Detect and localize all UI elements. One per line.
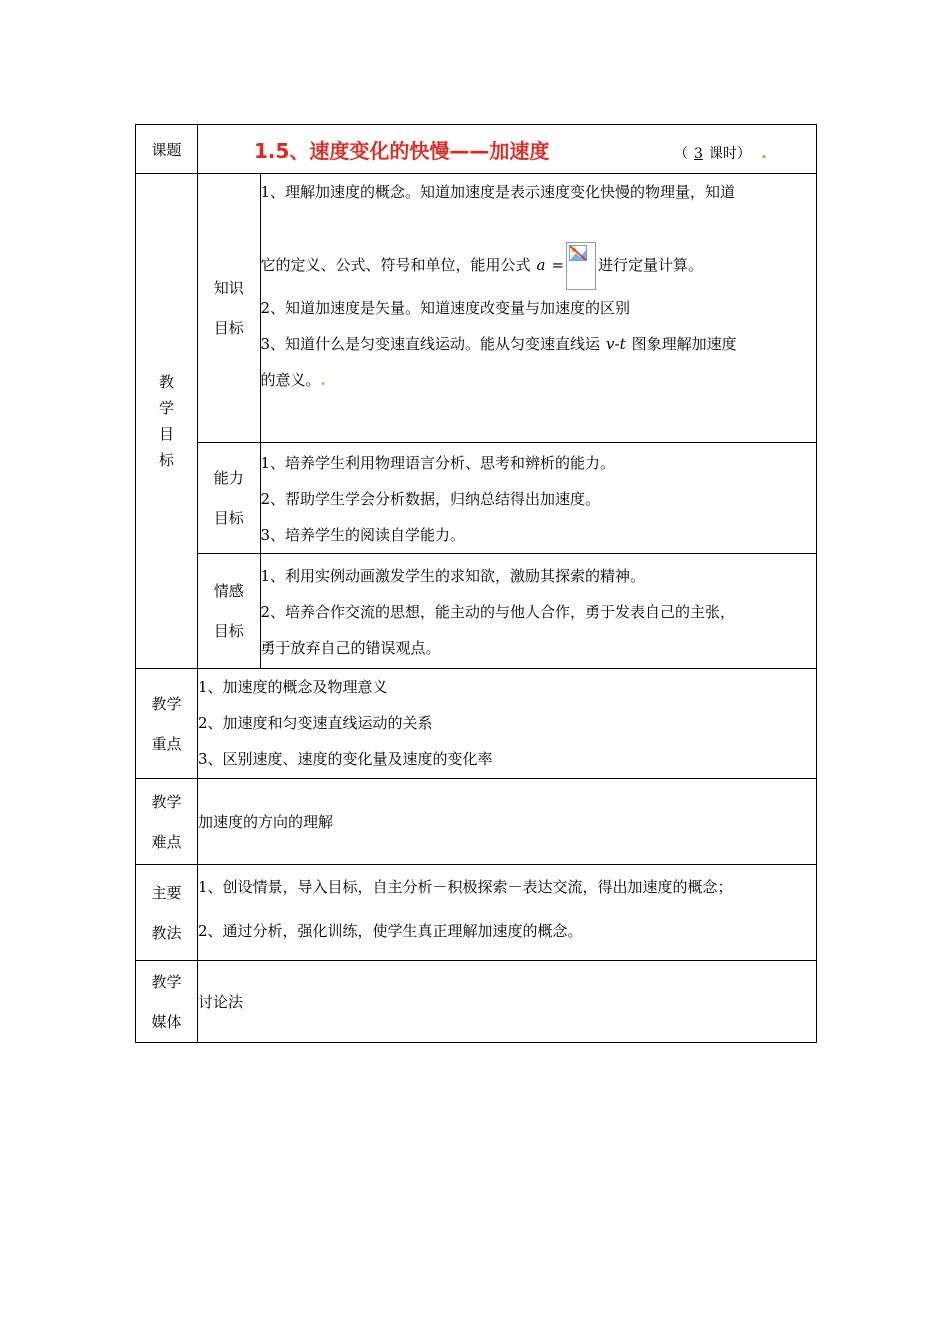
knowledge-line-2-text: 它的定义、公式、符号和单位，能用公式 xyxy=(260,256,531,274)
ability-label-line: 目标 xyxy=(213,508,244,527)
formula-variable: a xyxy=(536,256,546,274)
hours-open: （ xyxy=(674,146,688,162)
knowledge-content xyxy=(260,174,816,442)
knowledge-line-1: 1、理解加速度的概念。知道加速度是表示速度变化快慢的物理量，知道 xyxy=(260,183,736,201)
difficulties-content xyxy=(198,779,817,865)
emotion-content xyxy=(260,553,816,668)
knowledge-line-4-end: 图象理解加速度 xyxy=(631,335,737,353)
objectives-subtable-cell xyxy=(198,174,817,669)
knowledge-line-5 xyxy=(261,362,817,398)
knowledge-label-cell xyxy=(198,174,260,442)
marker-dot-icon: . xyxy=(760,142,768,163)
objectives-label-char: 教 xyxy=(158,373,174,391)
hours-number: 3 xyxy=(694,146,703,162)
ability-content xyxy=(260,442,816,553)
vt-graph-label: v-t xyxy=(606,335,626,353)
objectives-label-char: 标 xyxy=(158,451,174,469)
knowledge-row xyxy=(198,174,816,442)
ability-label-line: 能力 xyxy=(213,468,244,487)
title-cell xyxy=(198,125,817,174)
key-point-item: 3、区别速度、速度的变化量及速度的变化率 xyxy=(198,750,493,768)
key-points-label-line: 重点 xyxy=(151,734,182,753)
ability-item: 3、培养学生的阅读自学能力。 xyxy=(260,525,466,544)
hours-close: 课时） xyxy=(708,146,751,162)
knowledge-line-2 xyxy=(261,242,817,290)
difficulty-text: 加速度的方向的理解 xyxy=(198,812,334,831)
emotion-label-cell xyxy=(198,553,260,668)
difficulties-label-line: 难点 xyxy=(151,832,182,851)
key-points-row xyxy=(136,669,817,779)
media-label-line: 媒体 xyxy=(151,1012,182,1031)
emotion-row xyxy=(198,553,816,668)
methods-content xyxy=(198,865,817,961)
media-label xyxy=(151,962,181,1042)
objectives-label-cell xyxy=(136,174,198,669)
emotion-item: 2、培养合作交流的思想，能主动的与他人合作，勇于发表自己的主张， xyxy=(260,602,736,621)
methods-label-line: 主要 xyxy=(151,883,182,902)
lesson-plan-table xyxy=(135,124,817,1043)
difficulties-label xyxy=(151,782,181,862)
emotion-item: 1、利用实例动画激发学生的求知欲，激励其探索的精神。 xyxy=(260,566,646,585)
media-label-line: 教学 xyxy=(151,972,182,991)
method-item: 1、创设情景，导入目标，自主分析－积极探索－表达交流，得出加速度的概念； xyxy=(198,878,733,896)
class-hours xyxy=(674,142,767,163)
knowledge-label-line: 知识 xyxy=(213,278,244,297)
key-points-label xyxy=(151,684,181,764)
objectives-label-char: 学 xyxy=(158,399,174,417)
ability-item: 2、帮助学生学会分析数据，归纳总结得出加速度。 xyxy=(260,489,601,508)
knowledge-line-2-end: 进行定量计算。 xyxy=(598,256,704,274)
ability-label-cell xyxy=(198,442,260,553)
formula-image-placeholder-icon xyxy=(566,242,596,290)
ability-item: 1、培养学生利用物理语言分析、思考和辨析的能力。 xyxy=(260,453,616,472)
key-points-label-cell xyxy=(136,669,198,779)
method-item: 2、通过分析，强化训练，使学生真正理解加速度的概念。 xyxy=(198,922,583,940)
knowledge-label xyxy=(214,268,244,348)
key-points-content xyxy=(198,669,817,779)
knowledge-line-3: 2、知道加速度是矢量。知道速度改变量与加速度的区别 xyxy=(260,299,631,317)
marker-dot-icon: . xyxy=(320,371,326,389)
objectives-row xyxy=(136,174,817,669)
objectives-label xyxy=(136,369,197,473)
knowledge-line-4-text: 3、知道什么是匀变速直线运动。能从匀变速直线运 xyxy=(260,335,601,353)
objectives-label-char: 目 xyxy=(158,425,174,443)
knowledge-line-4 xyxy=(261,326,817,362)
lesson-title: 1.5、速度变化的快慢——加速度 xyxy=(254,139,550,163)
knowledge-label-line: 目标 xyxy=(213,318,244,337)
difficulties-label-cell xyxy=(136,779,198,865)
formula-equals: = xyxy=(551,256,565,274)
ability-label xyxy=(214,458,244,538)
title-row xyxy=(136,125,817,174)
media-content xyxy=(198,961,817,1043)
media-text: 讨论法 xyxy=(198,992,244,1011)
broken-image-icon xyxy=(569,245,587,261)
media-label-cell xyxy=(136,961,198,1043)
key-point-item: 2、加速度和匀变速直线运动的关系 xyxy=(198,714,433,732)
key-points-label-line: 教学 xyxy=(151,694,182,713)
methods-label xyxy=(151,873,181,953)
emotion-label-line: 情感 xyxy=(213,581,244,600)
difficulties-row xyxy=(136,779,817,865)
emotion-item: 勇于放弃自己的错误观点。 xyxy=(260,638,441,657)
knowledge-line-5-text: 的意义。 xyxy=(260,371,321,389)
key-point-item: 1、加速度的概念及物理意义 xyxy=(198,678,388,696)
title-label: 课题 xyxy=(151,140,182,159)
methods-row xyxy=(136,865,817,961)
emotion-label xyxy=(214,571,244,651)
title-label-cell xyxy=(136,125,198,174)
difficulties-label-line: 教学 xyxy=(151,792,182,811)
methods-label-cell xyxy=(136,865,198,961)
ability-row xyxy=(198,442,816,553)
objectives-subtable xyxy=(198,174,816,668)
media-row xyxy=(136,961,817,1043)
methods-label-line: 教法 xyxy=(151,923,182,942)
emotion-label-line: 目标 xyxy=(213,621,244,640)
